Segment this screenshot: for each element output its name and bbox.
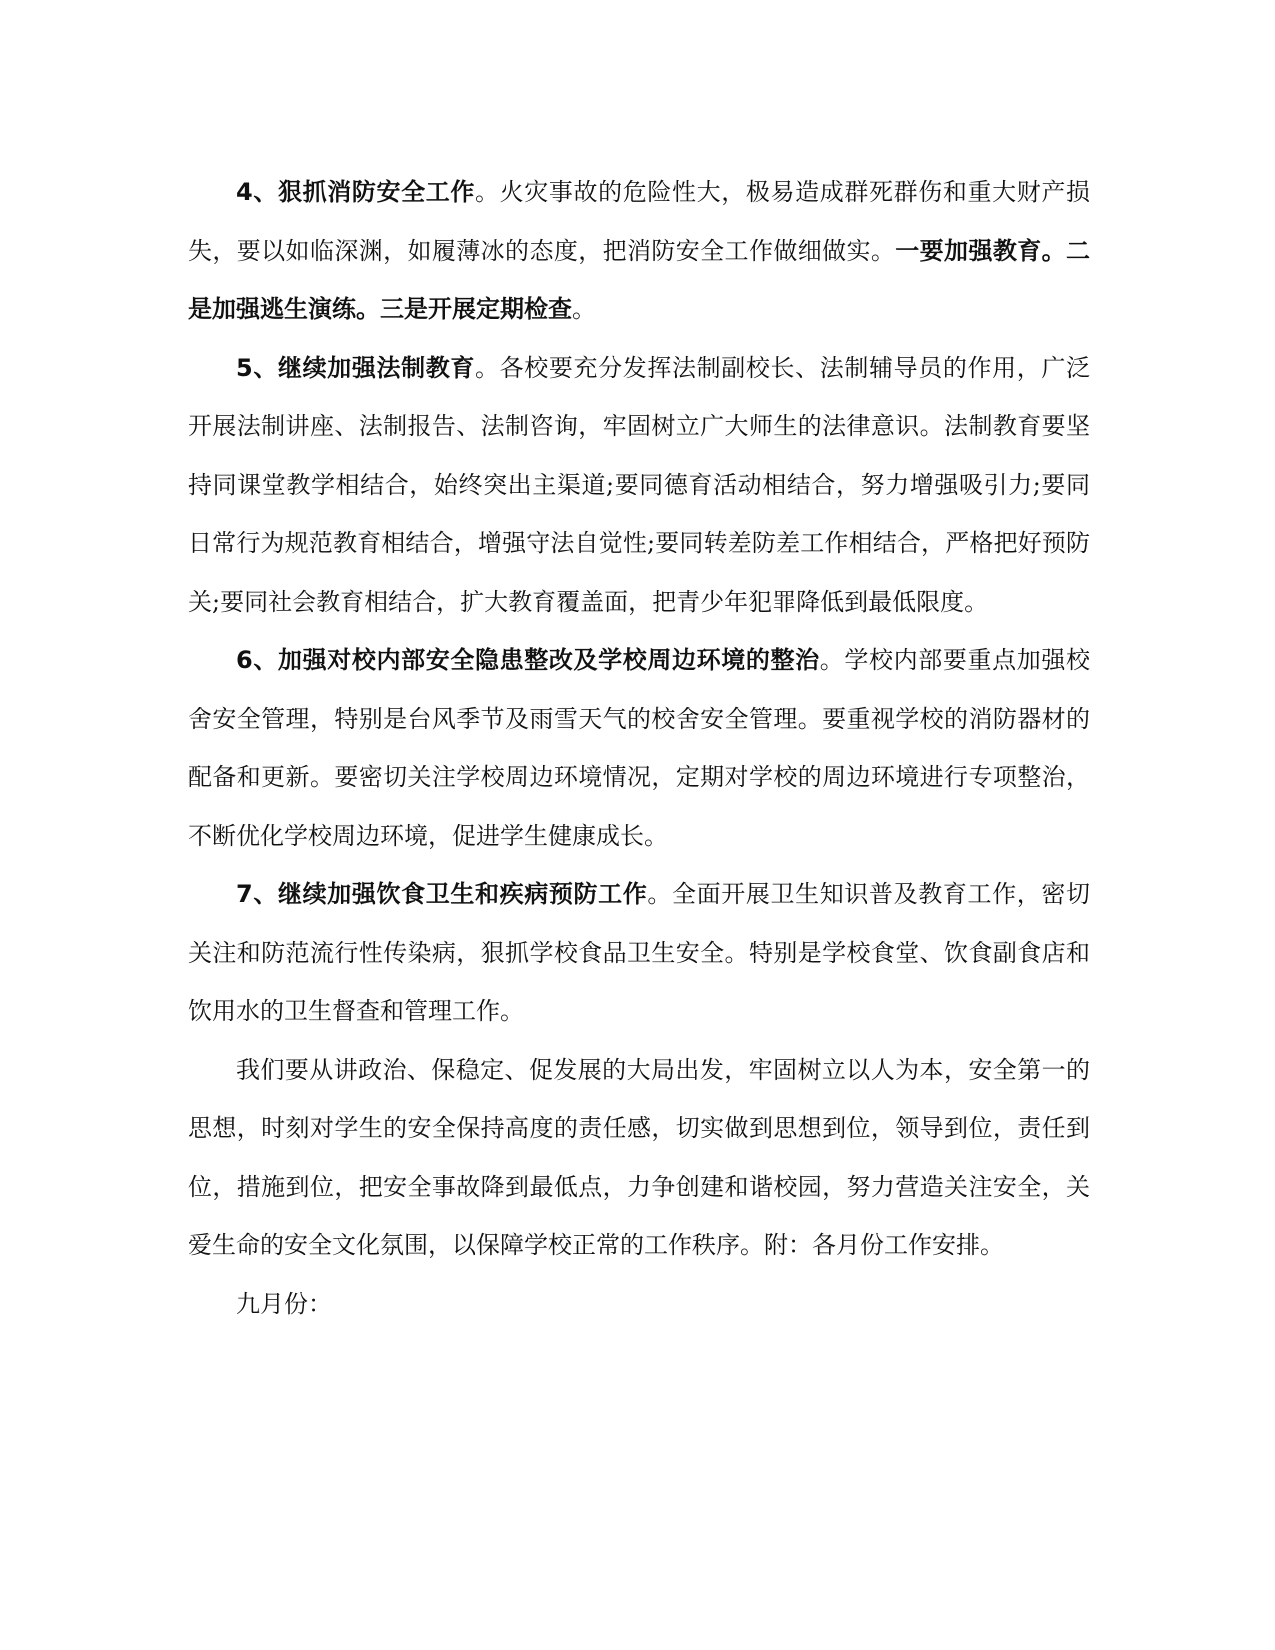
heading-legal-education: 5、继续加强法制教育: [236, 353, 475, 382]
heading-fire-safety: 4、狠抓消防安全工作: [236, 178, 475, 206]
paragraph-food-hygiene: [188, 865, 1090, 1041]
paragraph-fire-safety: [188, 163, 1090, 339]
document-body: [188, 163, 1090, 1333]
paragraph-september: [188, 1275, 1090, 1334]
paragraph-campus-hazards: [188, 631, 1090, 865]
heading-campus-hazards: 6、加强对校内部安全隐患整改及学校周边环境的整治: [236, 646, 820, 674]
paragraph-text: 我们要从讲政治、保稳定、促发展的大局出发，牢固树立以人为本，安全第一的思想，时刻对学生的安全保持高度的责任感，切实做到思想到位，领导到位，责任到位，措施到位，把安全事故降到最低点，力争创建和谐校园，努力营造关注安全，关爱生命的安全文化氛围，以保障学校正常的工作秩序。附：各月份工作安排。: [188, 1055, 1090, 1259]
month-label-september: 九月份：: [236, 1289, 332, 1318]
paragraph-text: 。全面开展卫生知识普及教育工作，密切关注和防范流行性传染病，狠抓学校食品卫生安全。特别是学校食堂、饮食副食店和饮用水的卫生督查和管理工作。: [188, 880, 1091, 1025]
paragraph-text: 。火灾事故的危险性大，极易造成群死群伤和重大财产损失，要以如临深渊，如履薄冰的态度，把消防安全工作做细做实。: [188, 178, 1090, 265]
paragraph-summary: [188, 1041, 1090, 1275]
heading-food-hygiene: 7、继续加强饮食卫生和疾病预防工作: [236, 880, 648, 908]
paragraph-end-punctuation: 。: [572, 295, 596, 323]
paragraph-text: 。各校要充分发挥法制副校长、法制辅导员的作用，广泛开展法制讲座、法制报告、法制咨询，牢固树立广大师生的法律意识。法制教育要坚持同课堂教学相结合，始终突出主渠道;要同德育活动相结合，努力增强吸引力;要同日常行为规范教育相结合，增强守法自觉性;要同转差防差工作相结合，严格把好预防关;要同社会教育相结合，扩大教育覆盖面，把青少年犯罪降低到最低限度。: [188, 353, 1090, 616]
paragraph-legal-education: [188, 339, 1090, 632]
paragraph-text: 。学校内部要重点加强校舍安全管理，特别是台风季节及雨雪天气的校舍安全管理。要重视学校的消防器材的配备和更新。要密切关注学校周边环境情况，定期对学校的周边环境进行专项整治，不断优化学校周边环境，促进学生健康成长。: [188, 646, 1090, 850]
emphasis-measures: 一要加强教育。二是加强逃生演练。三是开展定期检查: [188, 236, 1091, 323]
